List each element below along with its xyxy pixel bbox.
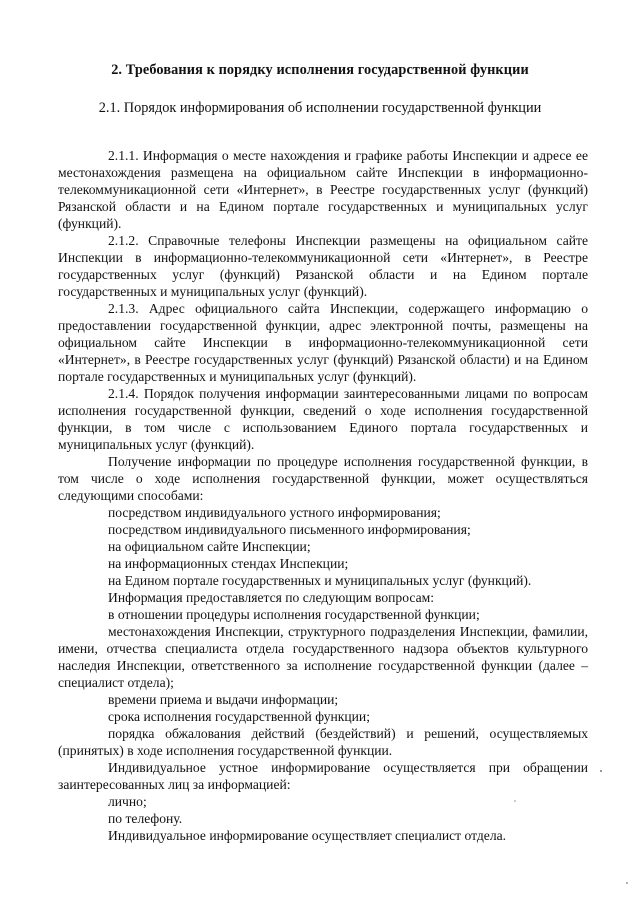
document-body bbox=[58, 131, 588, 844]
list-item: времени приема и выдачи информации; bbox=[108, 692, 339, 707]
scan-speck bbox=[626, 882, 628, 884]
paragraph-2-1-4: 2.1.4. Порядок получения информации заинтересованными лицами по вопросам исполнения государственной функции, сведений о ходе исполнения государственной функции, в том числе с использованием Единого портала государственных и муниципальных услуг (функций). bbox=[58, 386, 588, 452]
list-item: лично; bbox=[108, 794, 147, 809]
list-item: в отношении процедуры исполнения государственной функции; bbox=[108, 607, 480, 622]
paragraph-oral-info: Индивидуальное устное информирование осуществляется при обращении заинтересованных лиц за информацией: bbox=[58, 760, 588, 792]
list-item: на информационных стендах Инспекции; bbox=[108, 556, 349, 571]
paragraph-ways-intro: Получение информации по процедуре исполнения государственной функции, в том числе о ходе исполнения государственной функции, может осуществляться следующими способами: bbox=[58, 454, 588, 503]
paragraph-specialist: Индивидуальное информирование осуществляет специалист отдела. bbox=[108, 828, 507, 843]
list-item: посредством индивидуального устного информирования; bbox=[108, 505, 441, 520]
paragraph-2-1-2: 2.1.2. Справочные телефоны Инспекции размещены на официальном сайте Инспекции в информационно-телекоммуникационной сети «Интернет», в Реестре государственных услуг (функций) Рязанской области и на Едином портале государственных и муниципальных услуг (функций). bbox=[58, 233, 588, 299]
list-item: порядка обжалования действий (бездействий) и решений, осуществляемых (принятых) в ходе исполнения государственной функции. bbox=[58, 726, 588, 758]
paragraph-topics-intro: Информация предоставляется по следующим вопросам: bbox=[108, 590, 434, 605]
scan-speck bbox=[514, 800, 516, 802]
subsection-title: 2.1. Порядок информирования об исполнении государственной функции bbox=[98, 100, 542, 116]
paragraph-2-1-1: 2.1.1. Информация о месте нахождения и графике работы Инспекции и адресе ее местонахождения размещена на официальном сайте Инспекции в информационно-телекоммуникационной сети «Интернет», в Реестре государственных услуг (функций) Рязанской области и на Едином портале государственных и муниципальных услуг (функций). bbox=[58, 148, 588, 231]
list-item: по телефону. bbox=[108, 811, 183, 826]
list-item: посредством индивидуального письменного информирования; bbox=[108, 522, 471, 537]
scan-speck bbox=[600, 770, 602, 772]
paragraph-2-1-3: 2.1.3. Адрес официального сайта Инспекции, содержащего информацию о предоставлении государственной функции, адрес электронной почты, размещены на официальном сайте Инспекции в информационно-телекоммуникационной сети «Интернет», в Реестре государственных услуг (функций) Рязанской области) и на Едином портале государственных и муниципальных услуг (функций). bbox=[58, 301, 588, 384]
list-item: на Едином портале государственных и муниципальных услуг (функций). bbox=[108, 573, 532, 588]
section-title: 2. Требования к порядку исполнения государственной функции bbox=[111, 62, 529, 78]
list-item: срока исполнения государственной функции; bbox=[108, 709, 370, 724]
list-item: на официальном сайте Инспекции; bbox=[108, 539, 311, 554]
list-item: местонахождения Инспекции, структурного подразделения Инспекции, фамилии, имени, отчества специалиста отдела государственного надзора объектов культурного наследия Инспекции, ответственного за исполнение государственной функции (далее – специалист отдела); bbox=[58, 624, 588, 690]
